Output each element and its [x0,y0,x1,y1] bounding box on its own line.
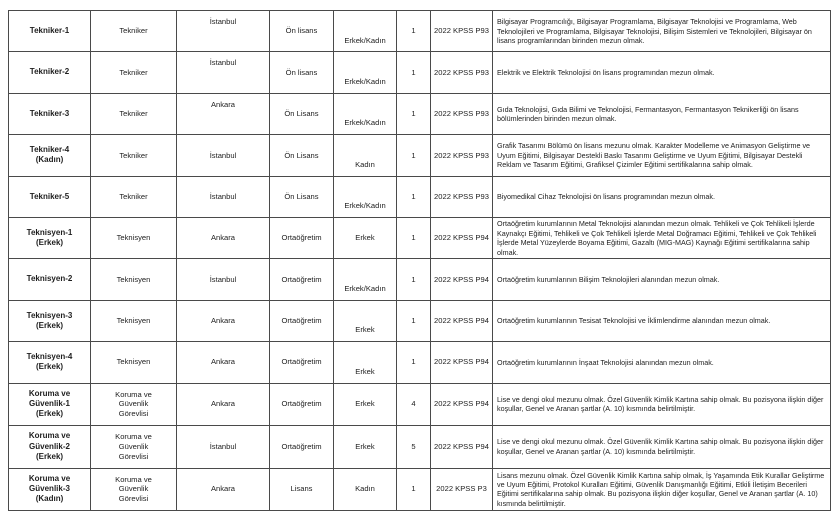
requirement-cell: Ortaöğretim kurumlarının Bilişim Teknolojileri alanından mezun olmak. [493,259,831,300]
table-row [9,93,831,134]
table-row [9,383,831,426]
position-title [91,468,177,511]
count-cell: 1 [397,176,431,217]
table-row [9,135,831,176]
requirement-cell: Grafik Tasarımı Bölümü ön lisans mezunu olmak. Karakter Modelleme ve Animasyon Geliştirme ve Uyum Eğitimi, Bilgisayar Destekli Baskı Tasarımı Geliştirme ve Uyum Eğitimi, Bilgisayar Destekli Reklam ve Tasarım Eğitimi, Grafiksel Çizimler Eğitimi sertifikalarına sahip olmak. [493,135,831,176]
position-code-line: (Erkek) [35,451,64,461]
position-code-line: (Erkek) [35,362,64,372]
position-code [9,176,91,217]
position-code [9,383,91,426]
position-code-line: Tekniker-4 [29,145,70,155]
requirement-cell: Ortaöğretim kurumlarının İnşaat Teknolojisi alanından mezun olmak. [493,342,831,383]
position-title [91,342,177,383]
kpss-cell: 2022 KPSS P94 [431,300,493,341]
position-title [91,383,177,426]
position-title-line: Güvenlik [118,441,149,451]
gender-cell: Erkek/Kadın [334,52,397,93]
kpss-cell: 2022 KPSS P93 [431,11,493,52]
table-row [9,176,831,217]
city-cell: İstanbul [177,426,270,469]
position-title [91,52,177,93]
education-cell: Ön Lisans [270,176,334,217]
position-code [9,217,91,258]
position-code-line: Teknisyen-1 [26,227,73,237]
position-code-line: Güvenlik-2 [29,441,70,451]
kpss-cell: 2022 KPSS P94 [431,426,493,469]
gender-cell: Erkek/Kadın [334,93,397,134]
count-cell: 1 [397,468,431,511]
position-title [91,259,177,300]
gender-cell: Erkek [334,383,397,426]
position-title [91,217,177,258]
position-code [9,259,91,300]
requirement-cell: Biyomedikal Cihaz Teknolojisi ön lisans programından mezun olmak. [493,176,831,217]
gender-cell: Erkek/Kadın [334,259,397,300]
position-title-line: Teknisyen [116,274,151,284]
count-cell: 5 [397,426,431,469]
count-cell: 1 [397,217,431,258]
education-cell: Ortaöğretim [270,217,334,258]
position-title-line: Teknisyen [116,357,151,367]
position-title-line: Görevlisi [118,451,149,461]
gender-cell: Erkek [334,217,397,258]
position-title-line: Tekniker [119,26,148,36]
education-cell: Ortaöğretim [270,342,334,383]
position-title-line: Görevlisi [118,494,149,504]
gender-cell: Erkek/Kadın [334,11,397,52]
kpss-cell: 2022 KPSS P93 [431,93,493,134]
requirement-cell: Gıda Teknolojisi, Gıda Bilimi ve Teknolojisi, Fermantasyon, Fermantasyon Teknikerliği ön lisans bölümlerinden birinden mezun olmak. [493,93,831,134]
education-cell: Ortaöğretim [270,300,334,341]
kpss-cell: 2022 KPSS P93 [431,176,493,217]
position-title-line: Görevlisi [118,409,149,419]
position-code-line: (Kadın) [35,155,64,165]
kpss-cell: 2022 KPSS P94 [431,217,493,258]
education-cell: Ön lisans [270,52,334,93]
kpss-cell: 2022 KPSS P94 [431,383,493,426]
education-cell: Ortaöğretim [270,383,334,426]
kpss-cell: 2022 KPSS P93 [431,135,493,176]
position-title-line: Güvenlik [118,484,149,494]
gender-cell: Erkek [334,342,397,383]
count-cell: 1 [397,11,431,52]
education-cell: Ön Lisans [270,93,334,134]
table-row [9,426,831,469]
position-code-line: Teknisyen-2 [26,274,73,284]
position-code [9,93,91,134]
positions-table [8,10,831,511]
education-cell: Ortaöğretim [270,426,334,469]
position-title [91,426,177,469]
count-cell: 1 [397,300,431,341]
position-code-line: (Kadın) [35,494,64,504]
education-cell: Ön Lisans [270,135,334,176]
position-title [91,93,177,134]
table-row [9,468,831,511]
position-title [91,300,177,341]
table-row [9,342,831,383]
table-row [9,217,831,258]
table-row [9,300,831,341]
position-title-line: Koruma ve [115,389,152,399]
position-title-line: Koruma ve [115,432,152,442]
position-code [9,300,91,341]
city-cell: Ankara [177,383,270,426]
position-code-line: Teknisyen-4 [26,352,73,362]
position-code-line: (Erkek) [35,409,64,419]
count-cell: 1 [397,93,431,134]
city-cell: Ankara [177,342,270,383]
kpss-cell: 2022 KPSS P93 [431,52,493,93]
gender-cell: Kadın [334,468,397,511]
education-cell: Ön lisans [270,11,334,52]
position-title-line: Tekniker [119,67,148,77]
education-cell: Ortaöğretim [270,259,334,300]
table-body [9,11,831,511]
kpss-cell: 2022 KPSS P94 [431,259,493,300]
position-code [9,11,91,52]
position-title-line: Teknisyen [116,233,151,243]
count-cell: 1 [397,135,431,176]
table-row [9,259,831,300]
table-row [9,52,831,93]
position-code-line: Tekniker-2 [29,67,70,77]
position-code-line: Teknisyen-3 [26,310,73,320]
city-cell: İstanbul [177,176,270,217]
position-code [9,468,91,511]
position-title-line: Güvenlik [118,399,149,409]
requirement-cell: Elektrik ve Elektrik Teknolojisi ön lisans programından mezun olmak. [493,52,831,93]
position-code [9,135,91,176]
position-code-line: Tekniker-5 [29,191,70,201]
city-cell: Ankara [177,217,270,258]
position-title-line: Tekniker [119,109,148,119]
gender-cell: Erkek [334,300,397,341]
position-title-line: Koruma ve [115,474,152,484]
position-code-line: Güvenlik-3 [29,484,70,494]
city-cell: İstanbul [177,11,270,52]
count-cell: 4 [397,383,431,426]
position-code-line: Tekniker-1 [29,26,70,36]
table-row [9,11,831,52]
city-cell: Ankara [177,468,270,511]
position-code [9,342,91,383]
gender-cell: Erkek/Kadın [334,176,397,217]
position-code-line: (Erkek) [35,320,64,330]
education-cell: Lisans [270,468,334,511]
position-title-line: Tekniker [119,150,148,160]
count-cell: 1 [397,259,431,300]
position-code-line: Koruma ve [28,388,71,398]
position-code-line: (Erkek) [35,238,64,248]
position-code-line: Güvenlik-1 [29,399,70,409]
city-cell: İstanbul [177,259,270,300]
position-title-line: Teknisyen [116,316,151,326]
requirement-cell: Bilgisayar Programcılığı, Bilgisayar Programlama, Bilgisayar Teknolojisi ve Programlama, Web Teknolojileri ve Programlama, Bilgisayar Teknolojisi, Bilişim Sistemleri ve Teknolojileri, Bilgisayar ön lisans programlarından birinden mezun olmak. [493,11,831,52]
position-code-line: Tekniker-3 [29,108,70,118]
requirement-cell: Lise ve dengi okul mezunu olmak. Özel Güvenlik Kimlik Kartına sahip olmak. Bu pozisyona ilişkin diğer koşullar, Genel ve Aranan şartlar (A. 10) kısmında belirtilmiştir. [493,383,831,426]
position-code-line: Koruma ve [28,473,71,483]
gender-cell: Erkek [334,426,397,469]
requirement-cell: Lisans mezunu olmak. Özel Güvenlik Kimlik Kartına sahip olmak, İş Yaşamında Etik Kurallar Geliştirme ve Uyum Eğitimi, Protokol Kuralları Eğitimi, Güvenlik Danışmanlığı Eğitimi, Etkili İletişim Becerileri Eğitimi sertifikalarına sahip olmak. Bu pozisyona ilişkin diğer koşullar, Genel ve Aranan şartlar (A. 10) kısmında belirtilmiştir. [493,468,831,511]
requirement-cell: Ortaöğretim kurumlarının Metal Teknolojisi alanından mezun olmak. Tehlikeli ve Çok Tehlikeli İşlerde Kaynakçı Eğitimi, Tehlikeli ve Çok Tehlikeli İşlerde Metal Doğramacı Eğitimi, Tehlikeli ve Çok Tehlikeli İşlerde Metal Yüzeylerde Boyama Eğitimi, Gazaltı (MIG-MAG) Kaynağı Eğitimi sertifikalarına sahip olmak. [493,217,831,258]
kpss-cell: 2022 KPSS P94 [431,342,493,383]
requirement-cell: Ortaöğretim kurumlarının Tesisat Teknolojisi ve İklimlendirme alanından mezun olmak. [493,300,831,341]
city-cell: Ankara [177,93,270,134]
position-code [9,426,91,469]
position-code [9,52,91,93]
kpss-cell: 2022 KPSS P3 [431,468,493,511]
city-cell: Ankara [177,300,270,341]
city-cell: İstanbul [177,135,270,176]
count-cell: 1 [397,52,431,93]
gender-cell: Kadın [334,135,397,176]
position-code-line: Koruma ve [28,431,71,441]
city-cell: İstanbul [177,52,270,93]
position-title [91,135,177,176]
position-title-line: Tekniker [119,191,148,201]
position-title [91,11,177,52]
count-cell: 1 [397,342,431,383]
requirement-cell: Lise ve dengi okul mezunu olmak. Özel Güvenlik Kimlik Kartına sahip olmak. Bu pozisyona ilişkin diğer koşullar, Genel ve Aranan şartlar (A. 10) kısmında belirtilmiştir. [493,426,831,469]
position-title [91,176,177,217]
